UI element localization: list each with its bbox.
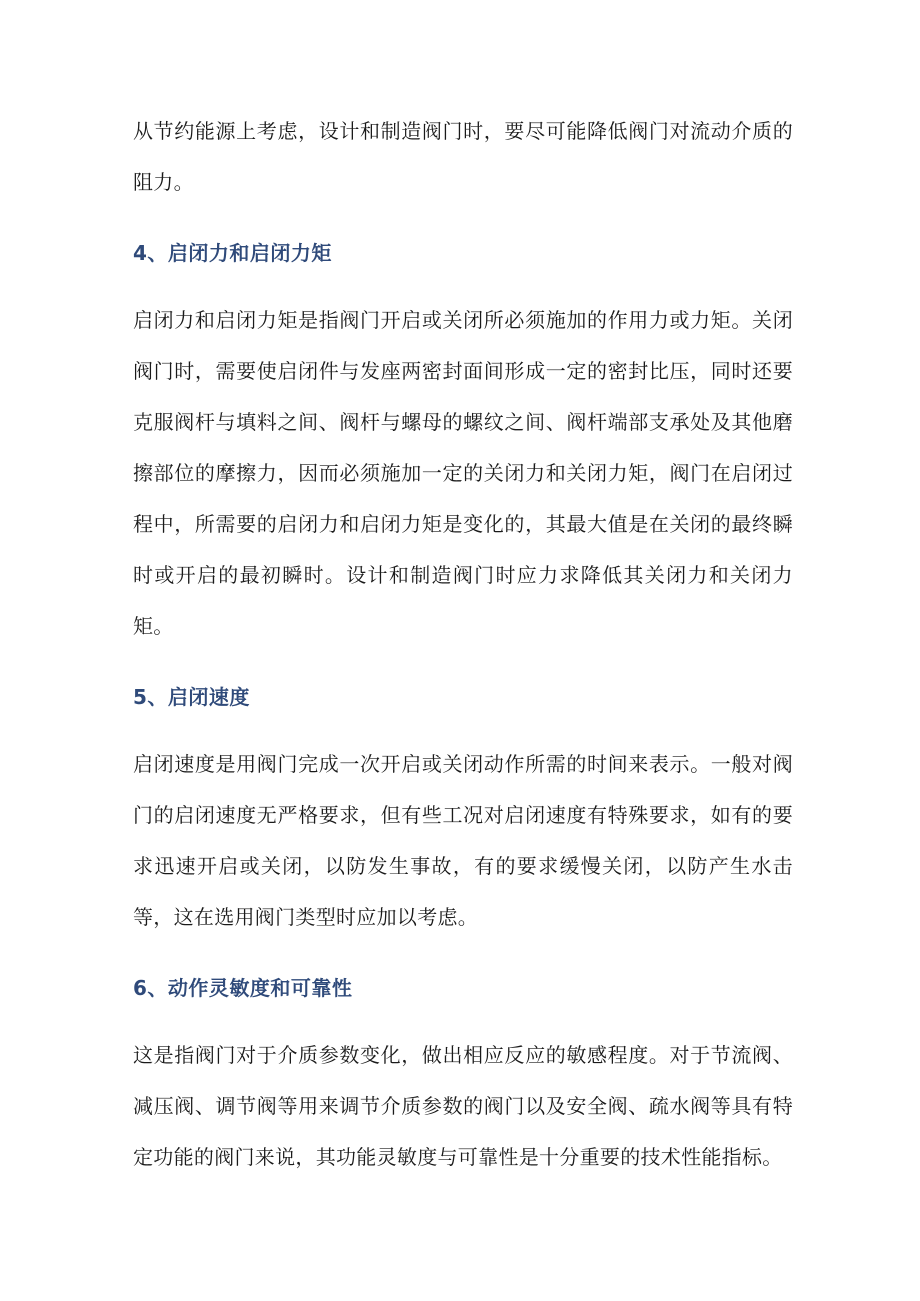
spacer [133,652,793,672]
section-heading-4: 4、启闭力和启闭力矩 [133,241,332,265]
section-body-4: 启闭力和启闭力矩是指阀门开启或关闭所必须施加的作用力或力矩。关闭阀门时，需要使启闭件与发座两密封面间形成一定的密封比压，同时还要克服阀杆与填料之间、阀杆与螺母的螺纹之间、阀杆端部支承处及其他磨擦部位的摩擦力，因而必须施加一定的关闭力和关闭力矩，阀门在启闭过程中，所需要的启闭力和启闭力矩是变化的，其最大值是在关闭的最终瞬时或开启的最初瞬时。设计和制造阀门时应力求降低其关闭力和关闭力矩。 [133,308,793,638]
spacer [133,208,793,228]
section-heading-5: 5、启闭速度 [133,685,250,709]
section-body-6: 这是指阀门对于介质参数变化，做出相应反应的敏感程度。对于节流阀、减压阀、调节阀等用来调节介质参数的阀门以及安全阀、疏水阀等具有特定功能的阀门来说，其功能灵敏度与可靠性是十分重要的技术性能指标。 [133,1043,793,1169]
section-heading-6: 6、动作灵敏度和可靠性 [133,976,353,1000]
spacer [133,943,793,963]
intro-paragraph: 从节约能源上考虑，设计和制造阀门时，要尽可能降低阀门对流动介质的阻力。 [133,119,793,194]
spacer [133,723,793,739]
spacer [133,279,793,295]
section-body-5: 启闭速度是用阀门完成一次开启或关闭动作所需的时间来表示。一般对阀门的启闭速度无严格要求，但有些工况对启闭速度有特殊要求，如有的要求迅速开启或关闭，以防发生事故，有的要求缓慢关闭，以防产生水击等，这在选用阀门类型时应加以考虑。 [133,752,793,929]
spacer [133,1014,793,1030]
document-page [133,106,793,1183]
